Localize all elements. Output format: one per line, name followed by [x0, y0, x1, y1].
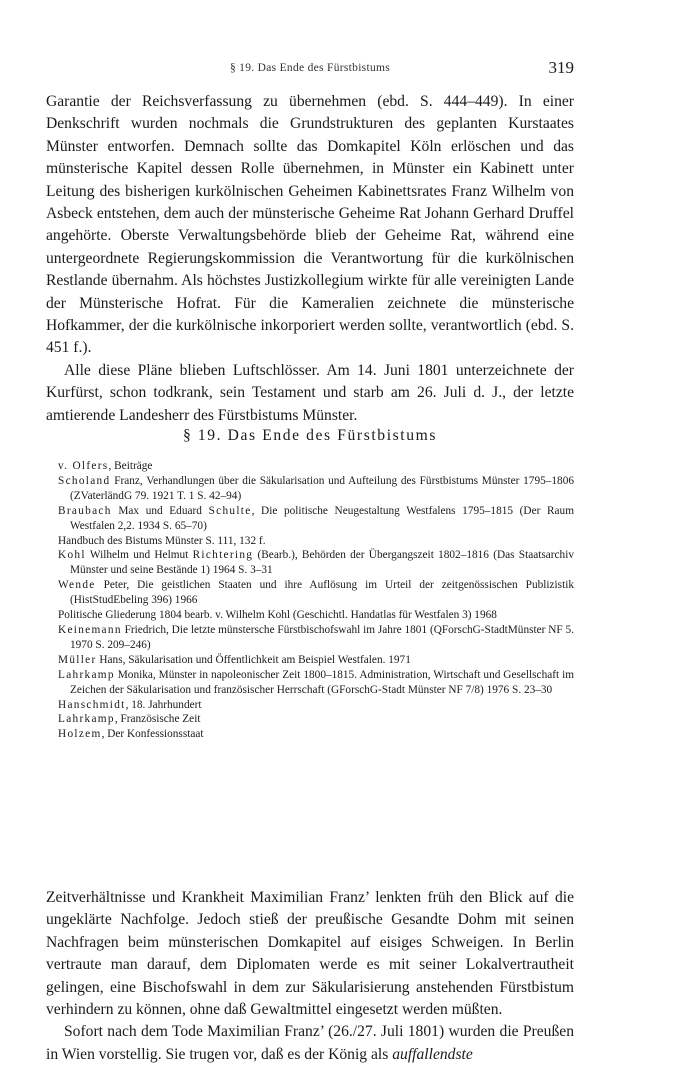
bibliography-entry [58, 727, 574, 742]
bibliography-entry [58, 668, 574, 698]
running-head [46, 58, 574, 78]
author-name: Scholand [58, 474, 111, 487]
author-name: v. Olfers [58, 460, 109, 472]
entry-text: , 18. Jahrhundert [125, 698, 202, 711]
author-name: Holzem [58, 728, 102, 741]
entry-text: , Beiträge [108, 460, 153, 472]
entry-text: , Der Konfessionsstaat [101, 728, 204, 741]
bibliography-entry [58, 459, 574, 474]
bibliography-entry [58, 608, 574, 623]
body-text-top [46, 91, 574, 427]
entry-text: Politische Gliederung 1804 bearb. v. Wilhelm Kohl (Geschichtl. Handatlas für Westfalen 3) 1968 [58, 609, 497, 622]
author-name: Müller [58, 653, 97, 666]
entry-text: Franz, Verhandlungen über die Säkularisation und Aufteilung des Fürstbistums Münster 1795–1806 (ZVaterländG 79. 1921 T. 1 S. 42–94) [70, 474, 574, 502]
bibliography-entry [58, 623, 574, 653]
page-number: 319 [548, 58, 574, 77]
entry-text: , Französische Zeit [114, 713, 201, 726]
paragraph: Garantie der Reichsverfassung zu übernehmen (ebd. S. 444–449). In einer Denkschrift wurden nochmals die Grundstrukturen des geplanten Kurstaates Münster entworfen. Demnach sollte das Domkapitel Köln erlöschen und das münsterische Kapitel dessen Rolle übernehmen, in Münster ein Kabinett unter Leitung des bisherigen kurkölnischen Geheimen Kabinettsrates Franz Wilhelm von Asbeck entstehen, dem auch der münsterische Geheime Rat Johann Gerhard Druffel angehörte. Oberste Verwaltungsbehörde blieb der Geheime Rat, während eine untergeordnete Regierungskommission die Verantwortung für die kurkölnischen Restlande übernahm. Als höchstes Justizkollegium wirkte für alle vereinigten Lande der Münsterische Hofrat. Für die Kameralien zeichnete die münsterische Hofkammer, der die kurkölnische inkorporiert werden sollte, verantwortlich (ebd. S. 451 f.). [46, 93, 574, 357]
entry-text: Max und Eduard [111, 504, 209, 517]
bibliography-entry [58, 534, 574, 549]
author-name: Kohl [58, 549, 86, 562]
entry-text: Wilhelm und Helmut [85, 549, 193, 562]
author-name: Richtering [192, 549, 254, 562]
bibliography-entry [58, 474, 574, 504]
paragraph-text: Sofort nach dem Tode Maximilian Franz’ (26./27. Juli 1801) wurden die Preußen in Wien vorstellig. Sie trugen vor, daß es der König als [46, 1023, 574, 1063]
author-name: Schulte [208, 504, 252, 517]
bibliography-list [58, 459, 574, 742]
paragraph: Zeitverhältnisse und Krankheit Maximilian Franz’ lenkten früh den Blick auf die ungeklärte Nachfolge. Jedoch stieß der preußische Gesandte Dohm mit seinen Nachfragen beim münsterischen Domkapitel auf eisiges Schweigen. In Berlin vertraute man darauf, dem Diplomaten werde es mit seiner Lokalvertrautheit gelingen, eine Bischofswahl in dem zur Säkularisierung anstehenden Fürstbistum verhindern zu können, ohne daß Gewaltmittel eingesetzt werden müßten. [46, 889, 574, 1019]
entry-text: Friedrich, Die letzte münstersche Fürstbischofswahl im Jahre 1801 (QForschG-StadtMünster NF 5. 1970 S. 209–246) [70, 623, 574, 651]
bibliography-entry [58, 712, 574, 727]
entry-text: (Bearb.), Behörden der Übergangszeit 1802–1816 (Das Staatsarchiv Münster und seine Bestände 1) 1964 S. 3–31 [70, 549, 574, 577]
emphasized-word: auffallendste [392, 1045, 473, 1063]
author-name: Hanschmidt [58, 698, 126, 711]
entry-text: Peter, Die geistlichen Staaten und ihre Auflösung im Urteil der zeitgenössischen Publizistik (HistStudEbeling 396) 1966 [70, 579, 574, 607]
bibliography-entry [58, 504, 574, 534]
bibliography-entry [58, 698, 574, 713]
bibliography-entry [58, 548, 574, 578]
bibliography-entry [58, 653, 574, 668]
paragraph: Alle diese Pläne blieben Luftschlösser. Am 14. Juni 1801 unterzeichnete der Kurfürst, schon todkrank, sein Testament und starb am 26. Juli d. J., der letzte amtierende Landesherr des Fürstbistums Münster. [46, 361, 574, 424]
author-name: Keinemann [58, 623, 122, 636]
author-name: Lahrkamp [58, 713, 115, 726]
section-heading: § 19. Das Ende des Fürstbistums [182, 427, 438, 444]
author-name: Wende [58, 579, 96, 592]
author-name: Braubach [58, 504, 112, 517]
running-title: § 19. Das Ende des Fürstbistums [229, 62, 391, 74]
bibliography-entry [58, 578, 574, 608]
author-name: Lahrkamp [58, 668, 115, 681]
entry-text: Hans, Säkularisation und Öffentlichkeit am Beispiel Westfalen. 1971 [96, 653, 411, 666]
entry-text: Monika, Münster in napoleonischer Zeit 1800–1815. Administration, Wirtschaft und Gesellschaft im Zeichen der Säkularisation und französischer Herrschaft (GForschG-Stadt Münster NF 7/8) 1976 S. 23–30 [70, 668, 574, 696]
body-text-bottom [46, 887, 574, 1066]
entry-text: Handbuch des Bistums Münster S. 111, 132 f. [58, 534, 266, 547]
entry-text: , Die politische Neugestaltung Westfalens 1795–1815 (Der Raum Westfalen 2,2. 1934 S. 65–70) [70, 504, 574, 532]
